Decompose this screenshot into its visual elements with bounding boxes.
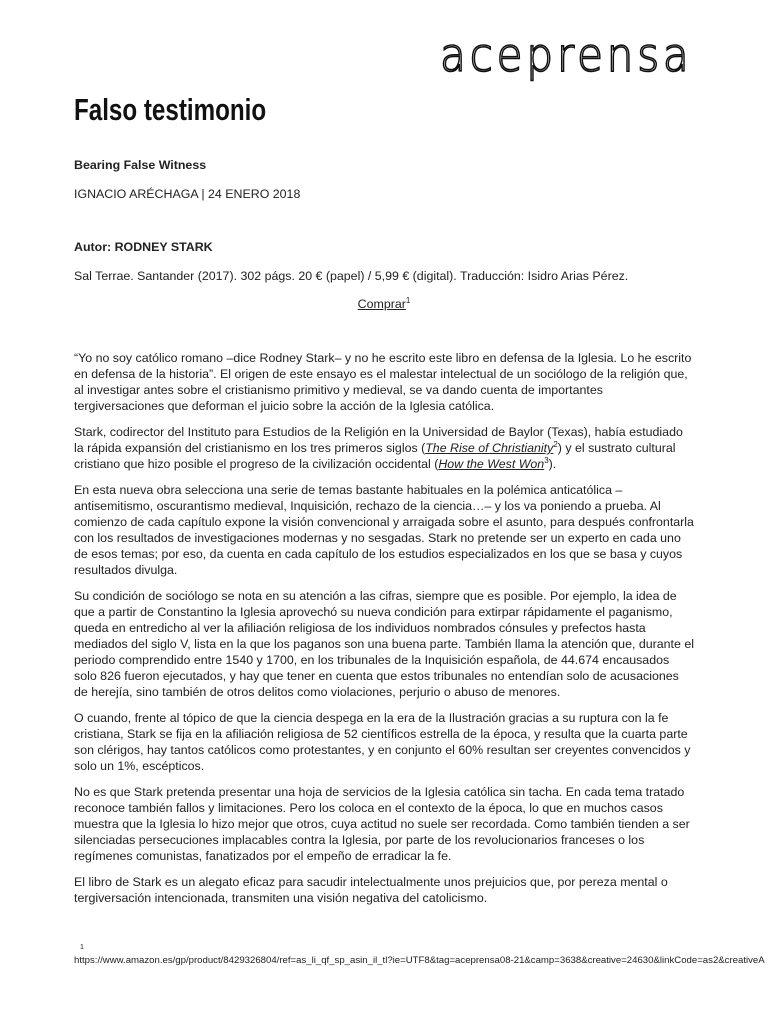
paragraph-2-text-c: ). xyxy=(548,457,557,471)
paragraph-3: En esta nueva obra selecciona una serie de temas bastante habituales en la polémica anticatólica –antisemitismo, oscurantismo medieval, Inquisición, rechazo de la ciencia…– y los va poniendo a prueba. Al comienzo de cada capítulo expone la visión convencional y arraigada sobre el asunto, para después confrontarla con los resultados de investigaciones modernas y no sesgadas. Stark no pretende ser un experto en cada uno de esos temas; por eso, da cuenta en cada capítulo de los estudios especializados en los que se basa y cuyos resultados divulga. xyxy=(74,483,694,577)
buy-section xyxy=(74,296,694,312)
paragraph-5: O cuando, frente al tópico de que la ciencia despega en la era de la Ilustración gracias a su ruptura con la fe cristiana, Stark se fija en la afiliación religiosa de 52 científicos estrella de la época, y resulta que la cuarta parte son clérigos, hay tantos católicos como protestantes, y en conjunto el 60% resultan ser creyentes convencidos y solo un 1%, escépticos. xyxy=(74,711,691,773)
paragraph-4: Su condición de sociólogo se nota en su atención a las cifras, siempre que es posible. Por ejemplo, la idea de que a partir de Constantino la Iglesia aprovechó su nueva condición para extirpar rápidamente el paganismo, queda en entredicho al ver la afiliación religiosa de los individuos nombrados cónsules y prefectos hasta mediados del siglo V, lista en la que los paganos son una buena parte. También llama la atención que, durante el periodo comprendido entre 1540 y 1700, en los tribunales de la Inquisición española, de 44.674 encausados solo 826 fueron ejecutados, y hay que tener en cuenta que estos tribunales no entendían solo de acusaciones de herejía, sino también de otros delitos como violaciones, perjurio o abuso de menores. xyxy=(74,589,694,699)
footnote-mark: 1 xyxy=(80,944,84,951)
book-details: Sal Terrae. Santander (2017). 302 págs. 20 € (papel) / 5,99 € (digital). Traducción: Isidro Arias Pérez. xyxy=(74,269,629,283)
article-title: Falso testimonio xyxy=(74,92,267,127)
rise-of-christianity-link[interactable]: The Rise of Christianity xyxy=(425,441,554,455)
footnote xyxy=(74,943,768,967)
footnote-url[interactable]: https://www.amazon.es/gp/product/8429326804/ref=as_li_qf_sp_asin_il_tl?ie=UTF8&tag=aceprensa08-21&camp=3638&creative=24630&linkCode=as2&creativeA xyxy=(74,955,765,966)
paragraph-6: No es que Stark pretenda presentar una hoja de servicios de la Iglesia católica sin tacha. En cada tema tratado reconoce también fallos y limitaciones. Pero los coloca en el contexto de la época, lo que en muchos casos muestra que la Iglesia lo hizo mejor que otros, cuya actitud no suele ser recordada. Como también tienden a ser silenciadas persecuciones implacables contra la Iglesia, por parte de los revolucionarios franceses o los regímenes comunistas, fanatizados por el empeño de erradicar la fe. xyxy=(74,785,690,863)
how-the-west-won-link[interactable]: How the West Won xyxy=(438,457,545,471)
footnote-ref-1: 1 xyxy=(405,295,411,305)
paragraph-2-text-a: Stark, codirector del Instituto para Estudios de la Religión en la Universidad de Baylor (Texas), había estudiado la rápida expansión del cristianismo en los tres primeros siglos ( xyxy=(74,425,683,455)
paragraph-7: El libro de Stark es un alegato eficaz para sacudir intelectualmente unos prejuicios que, por pereza mental o tergiversación intencionada, transmiten una visión negativa del catolicismo. xyxy=(74,875,668,905)
paragraph-1: “Yo no soy católico romano –dice Rodney Stark– y no he escrito este libro en defensa de la Iglesia. Lo he escrito en defensa de la historia”. El origen de este ensayo es el malestar intelectual de un sociólogo de la religión que, al investigar antes sobre el cristianismo primitivo y medieval, se va dando cuenta de importantes tergiversaciones que deforman el juicio sobre la acción de la Iglesia católica. xyxy=(74,351,692,413)
footnote-ref-2: 2 xyxy=(553,439,558,449)
paragraph-2 xyxy=(74,424,694,472)
footnote-ref-3: 3 xyxy=(544,455,549,465)
article-subtitle: Bearing False Witness xyxy=(74,158,207,172)
buy-link[interactable]: Comprar xyxy=(357,297,406,311)
article-byline: IGNACIO ARÉCHAGA | 24 ENERO 2018 xyxy=(74,187,301,201)
article-body xyxy=(74,157,694,916)
book-author: Autor: RODNEY STARK xyxy=(74,240,213,254)
paragraph-2-text-b: ) y el sustrato cultural cristiano que hizo posible el progreso de la civilización occidental ( xyxy=(74,441,676,471)
aceprensa-logo[interactable]: aceprensa xyxy=(440,28,693,82)
